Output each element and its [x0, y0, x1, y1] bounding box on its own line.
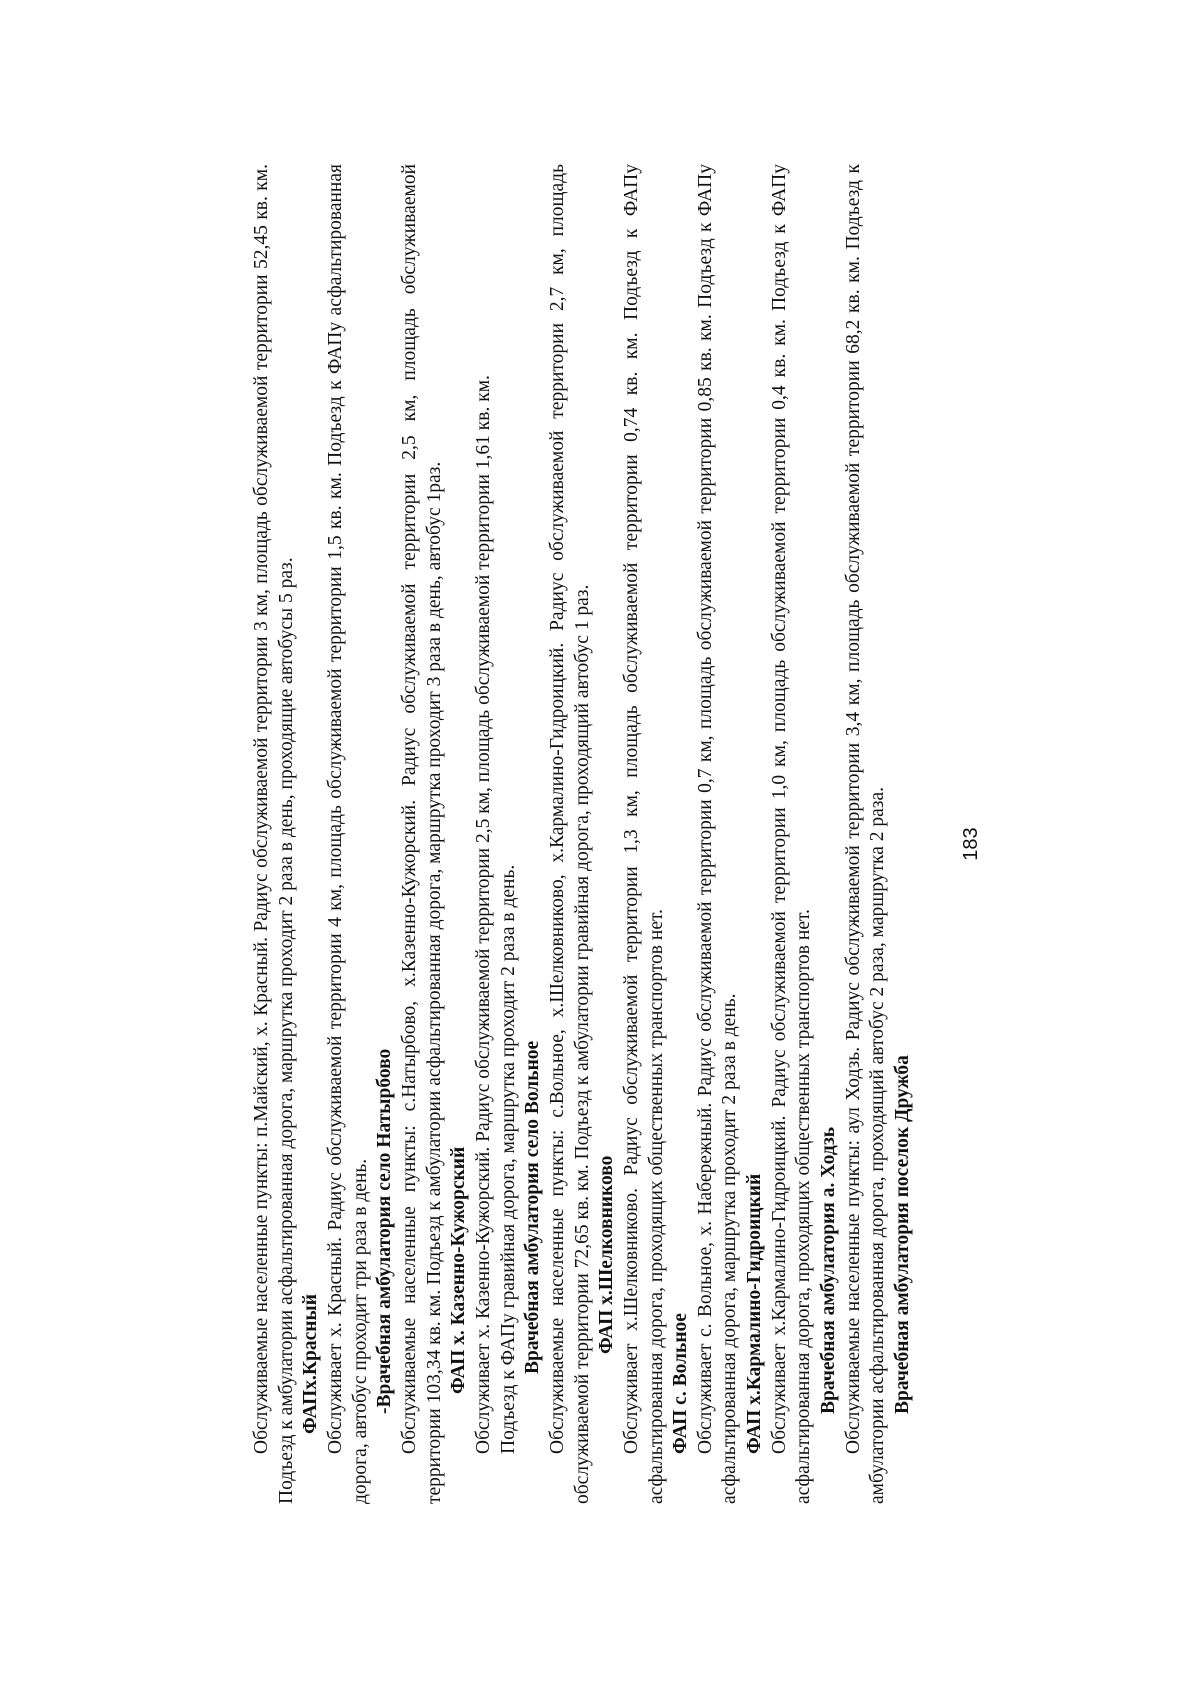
- section-heading: ФАП х. Казенно-Кужорский: [448, 1146, 470, 1394]
- body-paragraph: Обслуживаемые населенные пункты: аул Ходзь. Радиус обслуживаемой территории 3,4 км, площадь обслуживаемой территории 68,2 кв. км. Подъезд к амбулатории асфальтированная дорога, проходящий автобус 2 раза, маршрутка 2 раза.: [842, 164, 889, 1504]
- rotated-document-page: [150, 64, 1050, 1624]
- section-heading: ФАП х.Кармалино-Гидроицкий: [744, 1173, 766, 1454]
- section-heading: Врачебная амбулатория поселок Дружба: [892, 1055, 914, 1414]
- body-paragraph: Обслуживает х.Шелковниково. Радиус обслуживаемой территории 1,3 км, площадь обслуживаемой территории 0,74 кв. км. Подъезд к ФАПу асфальтированная дорога, проходящих общественных транспортов нет.: [620, 164, 667, 1504]
- document-body: [250, 164, 916, 1504]
- body-paragraph: Обслуживает х.Кармалино-Гидроицкий. Радиус обслуживаемой территории 1,0 км, площадь обслуживаемой территории 0,4 кв. км. Подъезд к ФАПу асфальтированная дорога, проходящих общественных транспортов нет.: [768, 164, 815, 1504]
- section-heading: ФАП х.Шелковниково: [596, 1155, 618, 1354]
- body-paragraph: Обслуживает х. Красный. Радиус обслуживаемой территории 4 км, площадь обслуживаемой территории 1,5 кв. км. Подъезд к ФАПу асфальтированная дорога, автобус проходит три раза в день.: [324, 164, 371, 1504]
- body-paragraph: Обслуживаемые населенные пункты: с.Вольное, х.Шелковниково, х.Кармалино-Гидроицкий. Радиус обслуживаемой территории 2,7 км, площадь обслуживаемой территории 72,65 кв. км. Подъезд к амбулатории гравийная дорога, проходящий автобус 1 раз.: [546, 164, 593, 1504]
- body-paragraph: Подъезд к ФАПу гравийная дорога, маршрутка проходит 2 раза в день.: [497, 864, 519, 1454]
- section-heading: Врачебная амбулатория а. Ходзь: [818, 1126, 840, 1414]
- section-heading: -Врачебная амбулатория село Натырбово: [374, 1048, 396, 1414]
- body-paragraph: Обслуживаемые населенные пункты: п.Майский, х. Красный. Радиус обслуживаемой территории 3 км, площадь обслуживаемой территории 52,45 кв. км. Подъезд к амбулатории асфальтированная дорога, маршрутка проходит 2 раза в день, проходящие автобусы 5 раз.: [251, 164, 297, 1504]
- page-number: 183: [960, 827, 982, 861]
- body-paragraph: Обслуживаемые населенные пункты: с.Натырбово, х.Казенно-Кужорский. Радиус обслуживаемой территории 2,5 км, площадь обслуживаемой территории 103,34 кв. км. Подъезд к амбулатории асфальтированная дорога, маршрутка проходит 3 раза в день, автобус 1раз.: [398, 164, 445, 1504]
- body-paragraph: Обслуживает с. Вольное, х. Набережный. Радиус обслуживаемой территории 0,7 км, площадь обслуживаемой территории 0,85 кв. км. Подъезд к ФАПу асфальтированная дорога, маршрутка проходит 2 раза в день.: [694, 164, 741, 1504]
- section-heading: ФАПх.Красный: [300, 1294, 322, 1434]
- section-heading: ФАП с. Вольное: [670, 1313, 692, 1454]
- body-paragraph: Обслуживает х. Казенно-Кужорский. Радиус обслуживаемой территории 2,5 км, площадь обслуживаемой территории 1,61 кв. км.: [472, 375, 494, 1454]
- section-heading: Врачебная амбулатория село Вольное: [522, 1040, 544, 1374]
